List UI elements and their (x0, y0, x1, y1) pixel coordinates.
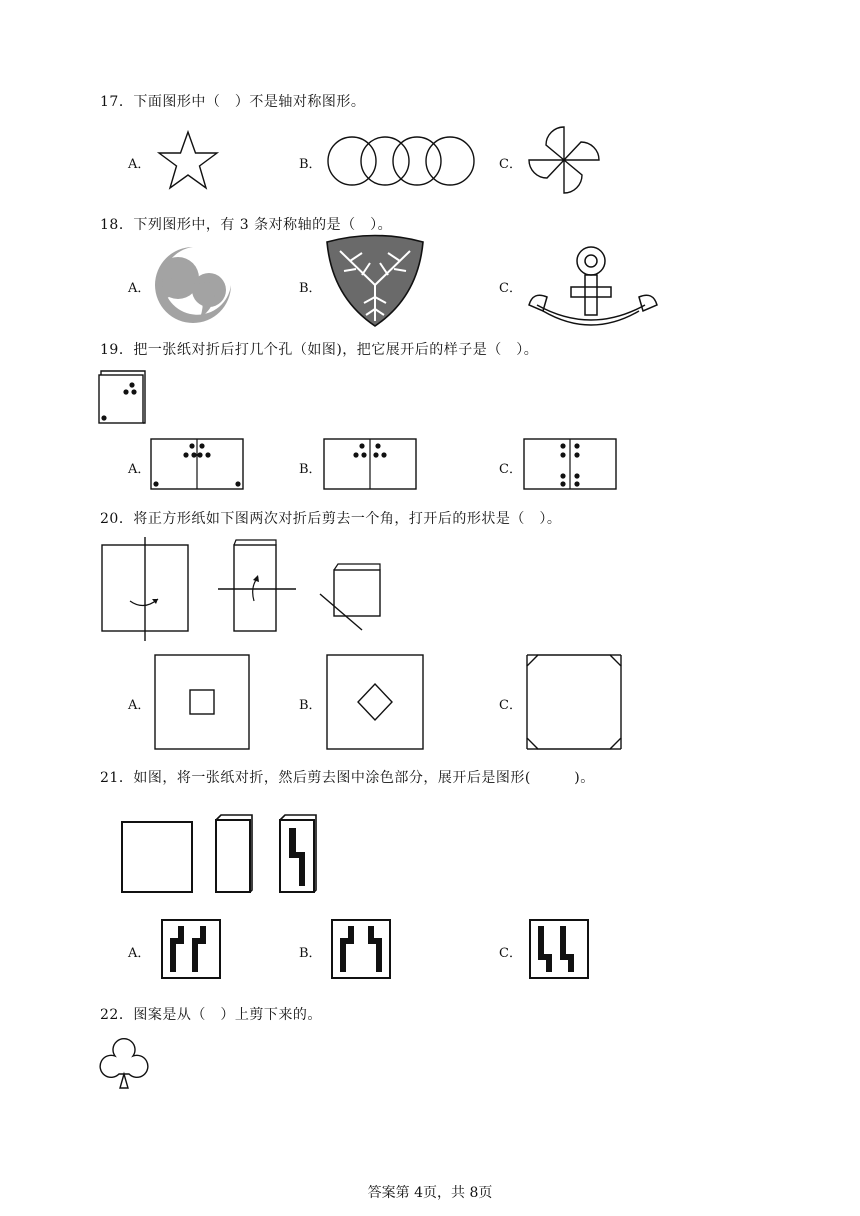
four-rings-icon (325, 133, 477, 189)
q18-option-b-label[interactable]: B． (299, 281, 322, 296)
q18-option-a-label[interactable]: A． (128, 281, 151, 296)
q17-option-a-label[interactable]: A． (128, 157, 151, 172)
q19-option-b-label[interactable]: B． (299, 462, 322, 477)
question-22-text: 22．图案是从（ ）上剪下来的。 (100, 1007, 322, 1023)
fold-step-2 (218, 537, 296, 633)
anchor-icon (525, 243, 661, 327)
question-17-text: 17．下面图形中（ ）不是轴对称图形。 (100, 94, 366, 110)
q20-option-a-label[interactable]: A． (128, 698, 151, 713)
paper-folded (213, 812, 255, 894)
fold-step-3 (320, 560, 384, 632)
q19-option-c-unfolded (523, 438, 617, 490)
paper-folded-with-cut (277, 812, 319, 894)
question-20-text: 20．将正方形纸如下图两次对折后剪去一个角，打开后的形状是（ ）。 (100, 511, 562, 527)
paper-square (120, 820, 194, 894)
q18-option-c-label[interactable]: C． (499, 281, 522, 296)
page-footer: 答案第 4页，共 8页 (367, 1185, 493, 1201)
q20-option-c-shape (526, 654, 622, 750)
fold-step-1 (100, 537, 192, 641)
q20-option-a-shape (154, 654, 250, 750)
q21-option-c-label[interactable]: C． (499, 946, 522, 961)
q21-option-a-shape (160, 918, 222, 980)
q21-option-c-shape (528, 918, 590, 980)
q19-option-b-unfolded (323, 438, 417, 490)
folded-paper-with-holes (98, 367, 146, 425)
q19-option-c-label[interactable]: C． (499, 462, 522, 477)
q17-option-c-label[interactable]: C． (499, 157, 522, 172)
q21-option-b-shape (330, 918, 392, 980)
q19-option-a-unfolded (150, 438, 244, 490)
q17-option-b-label[interactable]: B． (299, 157, 322, 172)
q19-option-a-label[interactable]: A． (128, 462, 151, 477)
club-icon (97, 1030, 151, 1092)
question-21-text: 21．如图，将一张纸对折，然后剪去图中涂色部分，展开后是图形( )。 (100, 770, 595, 786)
three-leaf-icon (322, 237, 428, 329)
q21-option-a-label[interactable]: A． (128, 946, 151, 961)
q20-option-b-label[interactable]: B． (299, 698, 322, 713)
q21-option-b-label[interactable]: B． (299, 946, 322, 961)
star-icon (155, 130, 221, 192)
pinwheel-icon (527, 125, 601, 195)
question-18-text: 18．下列图形中，有 3 条对称轴的是（ ）。 (100, 217, 393, 233)
question-19-text: 19．把一张纸对折后打几个孔（如图)，把它展开后的样子是（ ）。 (100, 342, 539, 358)
q20-option-c-label[interactable]: C． (499, 698, 522, 713)
q20-option-b-shape (326, 654, 424, 750)
yin-yang-swirl-icon (152, 244, 234, 328)
